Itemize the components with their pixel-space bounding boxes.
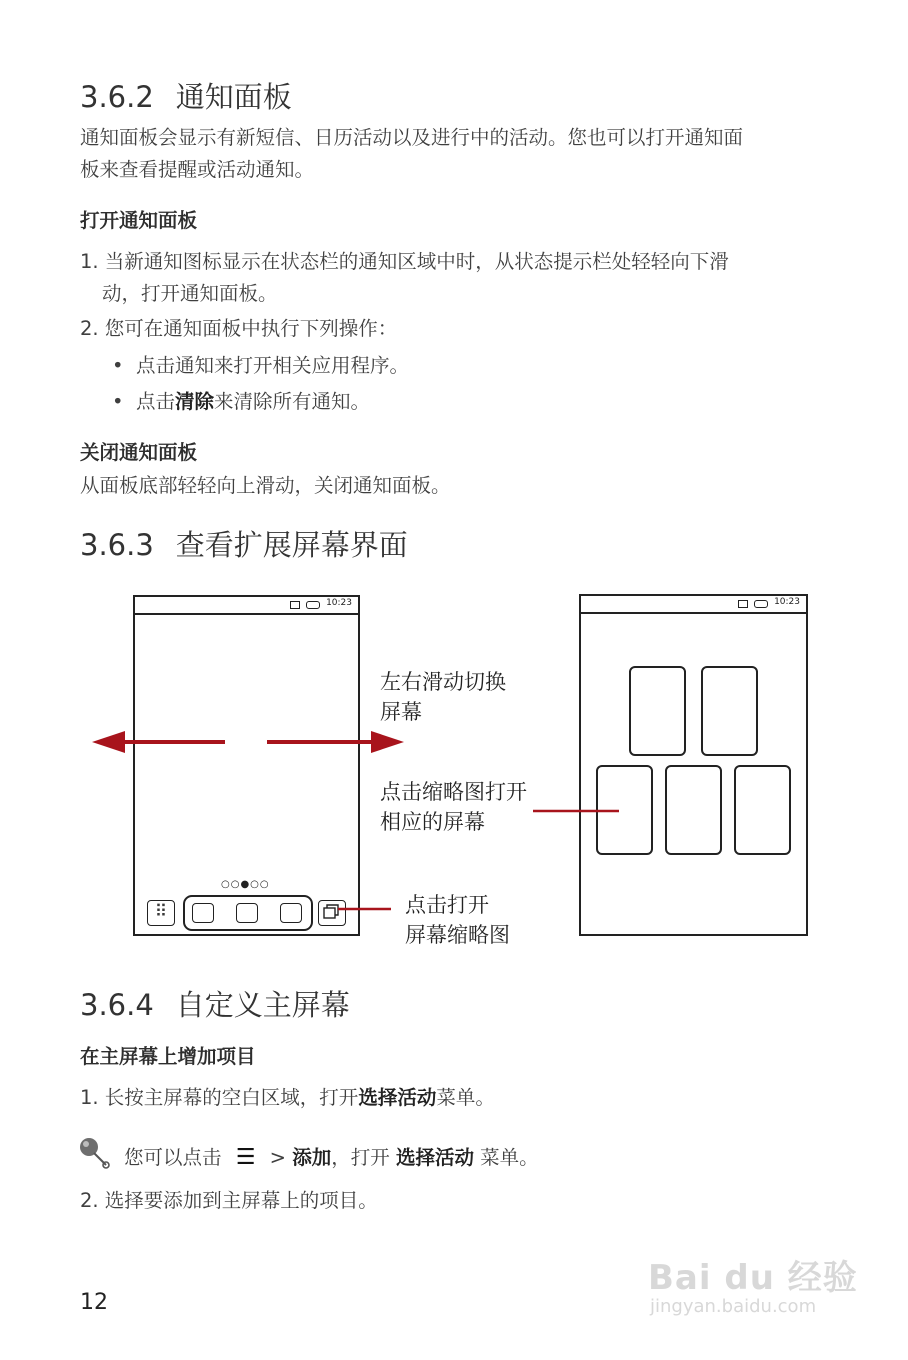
tip-text xyxy=(124,1142,539,1174)
text: 菜单。 xyxy=(436,1086,495,1109)
label-line: 屏幕 xyxy=(380,700,422,724)
label-line: 屏幕缩略图 xyxy=(405,923,510,947)
text: ，打开 xyxy=(331,1146,390,1169)
swipe-left-arrowhead xyxy=(92,731,125,753)
text-line: 板来查看提醒或活动通知。 xyxy=(80,158,315,181)
section-title: 通知面板 xyxy=(175,80,292,114)
add-items-heading: 在主屏幕上增加项目 xyxy=(80,1045,256,1068)
baidu-watermark-url: jingyan.baidu.com xyxy=(650,1296,817,1317)
add-step-1 xyxy=(80,1082,495,1114)
close-panel-text: 从面板底部轻轻向上滑动，关闭通知面板。 xyxy=(80,474,451,497)
status-time: 10:23 xyxy=(326,598,352,608)
add-step-2: 2. 选择要添加到主屏幕上的项目。 xyxy=(80,1189,378,1212)
text: 菜单。 xyxy=(480,1146,539,1169)
swipe-right-arrowhead xyxy=(371,731,404,753)
swipe-label xyxy=(380,667,506,727)
open-panel-heading: 打开通知面板 xyxy=(80,209,198,232)
open-thumbnails-label xyxy=(405,890,510,950)
section-title: 查看扩展屏幕界面 xyxy=(175,528,408,562)
section-title: 自定义主屏幕 xyxy=(175,988,350,1022)
section-number: 3.6.2 xyxy=(80,80,154,114)
baidu-watermark-logo: Bai du 经验 xyxy=(648,1258,858,1298)
bold-term: 选择活动 xyxy=(358,1086,437,1109)
page-number: 12 xyxy=(80,1290,108,1315)
bullet-text: 点击通知来打开相关应用程序。 xyxy=(136,354,410,377)
bullet-text: 来清除所有通知。 xyxy=(214,390,371,413)
bullet-text: 点击 xyxy=(136,390,176,413)
bold-term: 清除 xyxy=(175,390,215,413)
bold-term: 选择活动 xyxy=(395,1146,474,1169)
section-number: 3.6.3 xyxy=(80,528,154,562)
text-line: 通知面板会显示有新短信、日历活动以及进行中的活动。您也可以打开通知面 xyxy=(80,126,744,149)
section-3-6-4-heading xyxy=(80,983,350,1024)
menu-key-icon: ☰ xyxy=(235,1145,256,1170)
close-panel-heading: 关闭通知面板 xyxy=(80,441,198,464)
tip-icon xyxy=(78,1136,112,1170)
text: 您可以点击 xyxy=(124,1146,222,1169)
bullet-mark: • xyxy=(112,390,124,413)
status-time: 10:23 xyxy=(774,597,800,607)
label-line: 左右滑动切换 xyxy=(380,670,506,694)
section-number: 3.6.4 xyxy=(80,988,154,1022)
label-line: 点击缩略图打开 xyxy=(380,780,527,804)
thumbnail-label xyxy=(380,777,527,837)
text-line: 1. 当新通知图标显示在状态栏的通知区域中时，从状态提示栏处轻轻向下滑 xyxy=(80,250,729,273)
bullet-mark: • xyxy=(112,354,124,377)
launcher-icon[interactable]: ⠿ xyxy=(147,900,175,926)
text: > xyxy=(269,1146,286,1169)
bold-term: 添加 xyxy=(292,1146,332,1169)
page-indicator-dots: ○○●○○ xyxy=(221,879,270,890)
step-2: 2. 您可在通知面板中执行下列操作： xyxy=(80,317,398,340)
text: 1. 长按主屏幕的空白区域，打开 xyxy=(80,1086,359,1109)
label-line: 相应的屏幕 xyxy=(380,810,485,834)
text-line: 动，打开通知面板。 xyxy=(102,282,278,305)
label-line: 点击打开 xyxy=(405,893,489,917)
